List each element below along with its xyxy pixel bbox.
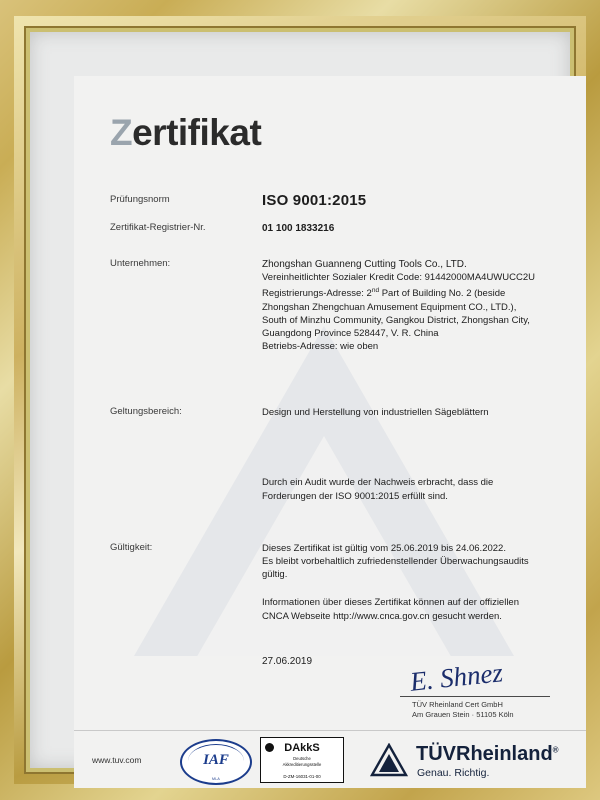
label-scope: Geltungsbereich: bbox=[110, 406, 182, 417]
certificate-sheet bbox=[74, 76, 586, 788]
info-paragraph-line-0: Informationen über dieses Zertifikat können auf der offiziellen bbox=[262, 597, 520, 608]
certificate-title-rest: ertifikat bbox=[132, 112, 262, 153]
value-registration-number: 01 100 1833216 bbox=[262, 223, 335, 234]
validity-line-0: Dieses Zertifikat ist gültig vom 25.06.2019 bis 24.06.2022. bbox=[262, 543, 506, 554]
tuv-website-url: www.tuv.com bbox=[92, 755, 142, 765]
signature-org-line-1: Am Grauen Stein · 51105 Köln bbox=[412, 710, 514, 719]
certificate-footer bbox=[74, 730, 586, 788]
label-company: Unternehmen: bbox=[110, 258, 171, 269]
dakks-accreditation-code: D-ZM-16031-01-00 bbox=[283, 774, 321, 779]
company-line-4: Guangdong Province 528447, V. R. China bbox=[262, 328, 439, 340]
company-line-5: Betriebs-Adresse: wie oben bbox=[262, 341, 379, 353]
dakks-sub-line-0: Deutsche bbox=[293, 756, 311, 761]
label-validity: Gültigkeit: bbox=[110, 542, 153, 553]
signature-organisation bbox=[412, 700, 514, 720]
company-line-0: Vereinheitlichter Sozialer Kredit Code: 91442000MA4UWUCC2U bbox=[262, 272, 535, 284]
label-registration-number: Zertifikat-Registrier-Nr. bbox=[110, 222, 206, 233]
dakks-logo-subtext bbox=[261, 756, 343, 767]
dakks-logo-icon bbox=[260, 737, 344, 783]
value-validity bbox=[262, 542, 562, 582]
signature-line bbox=[400, 696, 550, 697]
iaf-logo-icon bbox=[180, 739, 252, 785]
tuv-triangle-icon bbox=[370, 743, 408, 777]
value-company bbox=[262, 258, 562, 354]
validity-line-2: gültig. bbox=[262, 569, 288, 581]
iaf-logo-text: IAF bbox=[203, 752, 229, 768]
value-scope: Design und Herstellung von industriellen Sägeblättern bbox=[262, 407, 489, 418]
info-paragraph bbox=[262, 596, 562, 623]
value-standard: ISO 9001:2015 bbox=[262, 192, 367, 209]
validity-line-1: Es bleibt vorbehaltlich zufriedenstellender Überwachungsaudits bbox=[262, 556, 529, 568]
dakks-logo-title: DAkkS bbox=[284, 742, 320, 754]
company-name: Zhongshan Guanneng Cutting Tools Co., LTD. bbox=[262, 259, 467, 270]
certificate-title-initial: Z bbox=[110, 112, 133, 153]
audit-paragraph bbox=[262, 476, 562, 503]
issue-date: 27.06.2019 bbox=[262, 656, 313, 667]
iaf-logo-subtext: MLA bbox=[212, 777, 220, 781]
audit-paragraph-line-0: Durch ein Audit wurde der Nachweis erbracht, dass die bbox=[262, 477, 494, 488]
tuv-name-text: TÜVRheinland bbox=[416, 743, 553, 765]
company-line-3: South of Minzhu Community, Gangkou District, Zhongshan City, bbox=[262, 314, 530, 326]
signature-org-line-0: TÜV Rheinland Cert GmbH bbox=[412, 700, 503, 709]
certificate-title bbox=[110, 112, 261, 154]
dakks-sub-line-1: Akkreditierungsstelle bbox=[282, 761, 322, 767]
tuv-rheinland-claim: Genau. Richtig. bbox=[417, 767, 490, 779]
label-standard: Prüfungsnorm bbox=[110, 194, 170, 205]
audit-paragraph-line-1: Forderungen der ISO 9001:2015 erfüllt sind. bbox=[262, 490, 448, 502]
signature: E. Shnez bbox=[408, 657, 505, 697]
tuv-rheinland-name bbox=[416, 743, 559, 766]
company-line-1: Registrierungs-Adresse: 2nd Part of Building No. 2 (beside bbox=[262, 287, 506, 300]
frame-mat bbox=[30, 32, 570, 781]
registered-mark-icon: ® bbox=[552, 745, 559, 755]
info-paragraph-line-1: CNCA Webseite http://www.cnca.gov.cn gesucht werden. bbox=[262, 610, 502, 622]
company-line-2: Zhongshan Zhengchuan Amusement Equipment CO., LTD.), bbox=[262, 301, 517, 313]
